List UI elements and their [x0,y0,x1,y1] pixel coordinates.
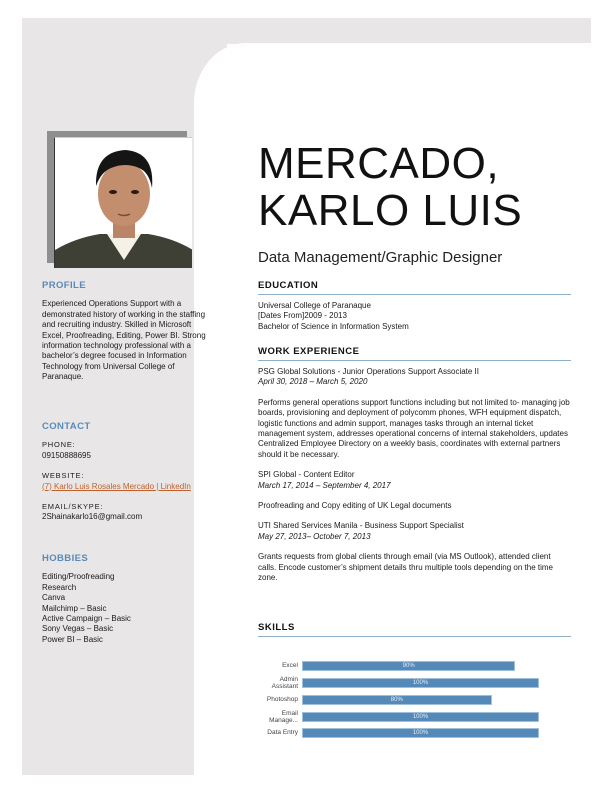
email-value: 2Shainakarlo16@gmail.com [42,512,143,522]
profile-photo [54,137,192,268]
skill-label: Admin Assistant [271,675,298,690]
name-line-2: KARLO LUIS [258,186,523,235]
skill-bar-row [258,709,571,725]
skill-label: Email Manage... [269,709,298,724]
hobby-item: Research [42,582,77,592]
education-dates: [Dates From]2009 - 2013 [258,311,347,321]
skill-bar: 80% [302,695,492,705]
skills-heading: SKILLS [258,622,571,637]
job-entry [258,367,571,460]
skill-bar: 100% [302,728,539,738]
hobby-item: Canva [42,593,66,603]
skill-label: Photoshop [266,696,298,704]
profile-summary: Experienced Operations Support with a demonstrated history of working in the staffing and recruiting industry. Skilled in Microsoft Excel, Proofreading, Editing, Power BI. Strong information technology professional with a bachelor’s degree focused in Information Technology from Universal College of Paranaque. [42,299,206,382]
profile-section [42,281,212,383]
name-line-1: MERCADO, [258,139,500,188]
skill-bar-row [258,658,571,674]
job-description: Proofreading and Copy editing of UK Legal documents [258,501,452,511]
job-title: UTI Shared Services Manila - Business Support Specialist [258,521,464,531]
header-band [60,18,591,44]
skill-bar-row [258,725,571,741]
skill-bar: 100% [302,712,539,722]
job-description: Performs general operations support functions including but not limited to- managing job boards, provisioning and deployment of polycomm phones, WFH equipment dispatch, logistic functions and admin support, manages tasks through an internal ticket management system, addresses operational concerns of internal stakeholders, updates Centralized Employee Directory on a weekly basis, coordinates with external partners should it be necessary. [258,397,570,459]
hobby-item: Mailchimp – Basic [42,603,107,613]
website-label: WEBSITE: [42,471,85,481]
work-experience-heading: WORK EXPERIENCE [258,346,571,361]
skill-bar: 100% [302,678,539,688]
job-title: Data Management/Graphic Designer [258,249,503,266]
email-label: EMAIL/SKYPE: [42,502,104,512]
education-degree: Bachelor of Science in Information System [258,321,409,331]
education-section [258,280,571,332]
hobbies-heading: HOBBIES [42,553,89,564]
person-portrait-icon [55,138,192,268]
skill-bar-row [258,675,571,691]
hobby-item: Power BI – Basic [42,634,103,644]
job-dates: April 30, 2018 – March 5, 2020 [258,377,368,387]
contact-heading: CONTACT [42,421,91,432]
skill-label: Excel [282,662,298,670]
job-dates: March 17, 2014 – September 4, 2017 [258,480,391,490]
skill-label: Data Entry [267,729,298,737]
skill-bar-row [258,692,571,708]
skill-bar: 90% [302,661,515,671]
phone-label: PHONE: [42,440,76,450]
job-description: Grants requests from global clients through email (via MS Outlook), attended client calls. Encode customer’s shipment details thru multiple tools depending on the time zone. [258,552,553,583]
education-school: Universal College of Paranaque [258,301,371,310]
job-entry [258,470,571,511]
hobby-item: Sony Vegas – Basic [42,624,114,634]
candidate-name [258,140,522,234]
linkedin-link[interactable]: (7) Karlo Luis Rosales Mercado | LinkedIn [42,481,191,491]
work-experience-section [258,346,571,584]
job-entry [258,521,571,583]
skills-bar-chart [258,658,571,742]
hobby-item: Editing/Proofreading [42,572,115,582]
hobbies-section [42,554,212,645]
phone-value: 09150888695 [42,450,91,460]
job-title: PSG Global Solutions - Junior Operations Support Associate II [258,367,480,376]
skills-section [258,622,571,643]
profile-heading: PROFILE [42,280,86,291]
job-title: SPI Global - Content Editor [258,470,355,480]
hobby-item: Active Campaign – Basic [42,614,131,624]
education-heading: EDUCATION [258,280,571,295]
job-dates: May 27, 2013– October 7, 2013 [258,531,371,541]
contact-section [42,422,212,523]
